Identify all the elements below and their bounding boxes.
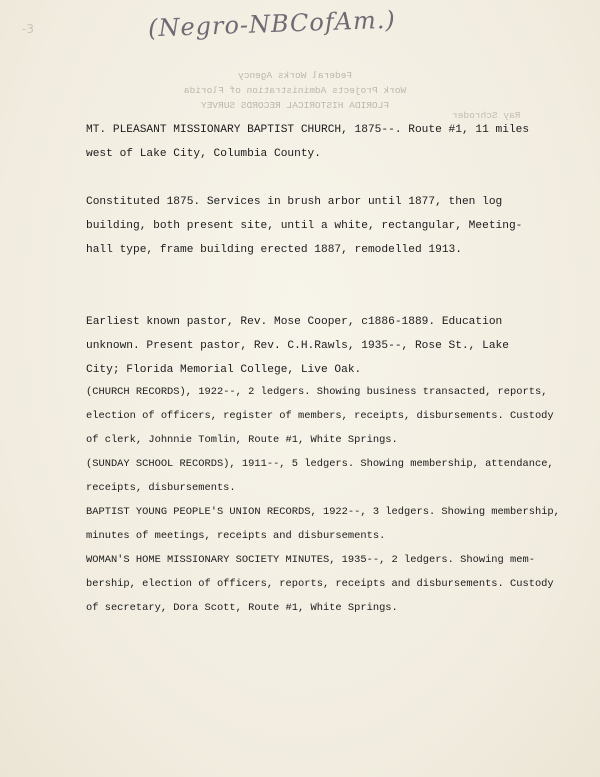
record-text: , 1911--, 5 ledgers. Showing membership, attendance, receipts, disbursements.: [86, 458, 554, 494]
church-history: Constituted 1875. Services in brush arbor until 1877, then log building, both present site, until a white, rectangular, Meeting- hall type, frame building erected 1887, remodelled 1913.: [86, 196, 523, 256]
bleed-line: FLORIDA HISTORICAL RECORDS SURVEY: [200, 100, 390, 111]
record-text: , 1922--, 3 ledgers. Showing membership, minutes of meetings, receipts and disbursements.: [86, 506, 560, 542]
records-list: [86, 380, 564, 620]
record-title: WOMAN'S HOME MISSIONARY SOCIETY MINUTES: [86, 554, 330, 566]
church-heading: MT. PLEASANT MISSIONARY BAPTIST CHURCH, 1875--. Route #1, 11 miles west of Lake City, Columbia County.: [86, 124, 530, 160]
bleed-through-header: [175, 68, 415, 113]
bleed-through-name: Ray Schroder: [452, 110, 521, 121]
corner-mark: -3: [22, 22, 34, 36]
church-pastors: Earliest known pastor, Rev. Mose Cooper, c1886-1889. Education unknown. Present pastor, Rev. C.H.Rawls, 1935--, Rose St., Lake City; Florida Memorial College, Live Oak.: [86, 316, 509, 376]
handwritten-note: (Negro-NBCofAm.): [147, 5, 397, 43]
record-title: (SUNDAY SCHOOL RECORDS): [86, 458, 230, 470]
record-entry: [86, 500, 564, 548]
record-entry: [86, 452, 564, 500]
bleed-line: Federal Works Agency: [237, 70, 353, 81]
record-text: , 1922--, 2 ledgers. Showing business transacted, reports, election of officers, register of members, receipts, disbursements. Custody of clerk, Johnnie Tomlin, Route #1, White Springs.: [86, 386, 554, 446]
record-title: (CHURCH RECORDS): [86, 386, 186, 398]
record-entry: [86, 380, 564, 452]
record-entry: [86, 548, 564, 620]
bleed-line: Work Projects Administration of Florida: [183, 85, 407, 96]
record-text: , 1935--, 2 ledgers. Showing mem- bership, election of officers, reports, receipts and disbursements. Custody of secretary, Dora Scott, Route #1, White Springs.: [86, 554, 554, 614]
record-title: BAPTIST YOUNG PEOPLE'S UNION RECORDS: [86, 506, 311, 518]
